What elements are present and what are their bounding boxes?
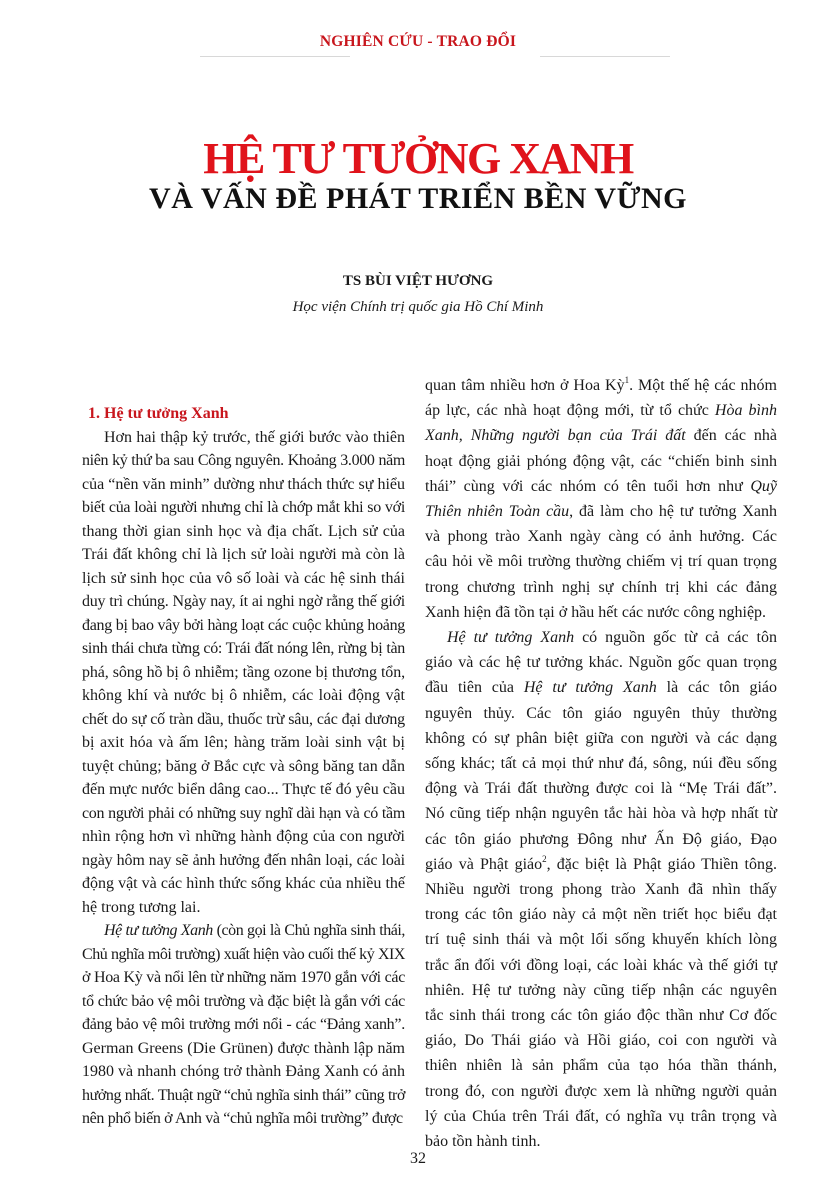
text-line [425,1104,777,1129]
text: Trái đất không chỉ là lịch sử loài người mà còn là [82,546,405,563]
italic-text: Thiên nhiên Toàn cầu [425,503,570,521]
text: giáo, Do Thái giáo và Hồi giáo, coi con người và [425,1032,777,1050]
text: đầu tiên của [425,679,524,697]
text-line [425,701,777,726]
text-line [82,496,405,520]
text: đến các nhà [685,427,777,445]
text-line [425,474,777,499]
text-line [82,1084,405,1108]
text-line [425,827,777,852]
text-line [425,650,777,675]
italic-text: Xanh, Những người bạn của Trái đất [425,427,686,445]
author-name: TS BÙI VIỆT HƯƠNG [342,273,494,289]
text-line [425,549,777,574]
text: và phong trào Xanh ngày càng có ảnh hưởng. Các [425,528,777,546]
text: không có sự phân biệt giữa con người và các dạng [425,729,777,747]
text-line [425,373,777,398]
text: trong chương trình nghị sự chính trị khi các đảng [425,578,777,596]
footnote-ref: 1 [624,375,630,385]
left-column-body [82,426,405,1131]
text-line [425,953,777,978]
section-heading: 1. Hệ tư tưởng Xanh [88,405,229,422]
text: Nó cũng tiếp nhận nguyên tắc hài hòa và hợp nhất từ [425,805,777,823]
text-line [425,625,777,650]
italic-text: Quỹ [750,477,777,495]
text: có nguồn gốc từ cả các tôn [574,629,777,647]
text-line [425,776,777,801]
text-line [82,426,405,450]
text-line [82,684,405,708]
article-title: HỆ TƯ TƯỞNG XANH [203,134,633,183]
text-line [425,801,777,826]
text-line [82,473,405,497]
italic-text: Hệ tư tưởng Xanh [447,629,575,647]
text: Nhiều người trong phong trào Xanh đã nhìn thấy [425,881,777,899]
text: bảo tồn hành tinh. [425,1133,541,1151]
italic-text: Hệ tư tưởng Xanh [523,679,657,697]
running-head: NGHIÊN CỨU - TRAO ĐỔI [319,33,517,50]
text: 1980 và nhanh chóng trở thành Đảng Xanh có ảnh [82,1063,405,1080]
article-subtitle: VÀ VẤN ĐỀ PHÁT TRIỂN BỀN VỮNG [149,182,687,215]
text-line [82,520,405,544]
right-column-body [425,373,777,1154]
text: trong các tôn giáo này cả một nền triết học biểu đạt [425,906,777,924]
text: Xanh hiện đã tồn tại ở hầu hết các nước công nghiệp. [425,603,767,621]
text-line [82,778,405,802]
text-line [82,567,405,591]
text: nhìn rộng hơn vì những hành động của con người [82,828,405,845]
text-line [425,1053,777,1078]
text: hưởng nhất. Thuật ngữ “chủ nghĩa sinh thái” cũng trở [82,1086,405,1104]
text: ở Hoa Kỳ và nổi lên từ những năm 1970 gắn với các [82,969,405,986]
text: biết của loài người nhưng chỉ là chớp mắt khi so với [82,499,405,516]
text-line [425,575,777,600]
text: (còn gọi là Chủ nghĩa sinh thái, [212,922,405,939]
text: lịch sử sinh học của vô số loài và các hệ sinh thái [82,569,405,587]
text-line [82,990,405,1014]
text-line [82,1107,405,1131]
left-column [82,402,405,1131]
text-line [82,708,405,732]
paragraph [82,919,405,1131]
text: nên phổ biến ở Anh và “chủ nghĩa môi trường” được [82,1110,403,1127]
text-line [82,755,405,779]
text: thái” cùng với các nhóm có tên tuổi hơn như [425,477,751,495]
page-number: 32 [410,1150,426,1167]
text-line [82,1037,405,1061]
text-line [82,543,405,567]
text: , đã làm cho hệ tư tưởng Xanh [569,503,777,521]
text-line [425,751,777,776]
text: câu hỏi về môi trường thường chiếm vị trí quan trọng [425,553,777,571]
text: duy trì chúng. Ngày nay, ít ai nghi ngờ rằng thế giới [82,593,405,610]
text: sinh thái chưa từng có: Trái đất nóng lên, rừng bị tàn [82,640,405,657]
text: tuyệt chủng; băng ở Bắc cực và sông băng tan dẫn [82,757,405,775]
text: nhiên. Hệ tư tưởng này cũng tiếp nhận các nguyên [425,981,777,999]
text: thiên nhiên là sản phẩm của tạo hóa thần thánh, [425,1057,777,1075]
text-line [425,1028,777,1053]
text-line [82,449,405,473]
text: là các tôn giáo [656,679,778,697]
text-line [425,449,777,474]
text: chết do sự cố tràn dầu, thuốc trừ sâu, các đại dương [82,710,405,728]
author-affiliation: Học viện Chính trị quốc gia Hồ Chí Minh [292,299,544,315]
text-line [82,896,405,920]
text-line [425,852,777,877]
text-line [425,675,777,700]
text-line [425,726,777,751]
text-line [82,966,405,990]
text-line [82,661,405,685]
paragraph [82,426,405,920]
text: Chủ nghĩa môi trường) xuất hiện vào cuối thế kỷ XIX [82,945,405,963]
text-line [425,877,777,902]
text-line [82,825,405,849]
right-column [425,373,777,1154]
text-line [425,600,777,625]
text: động và Trái đất thường được coi là “Mẹ Trái đất”. [425,780,777,798]
text-line [82,849,405,873]
text: đang bị bao vây bởi hàng loạt các cuộc khủng hoảng [82,616,405,634]
paragraph [425,373,777,625]
text: đến mực nước biển dâng cao... Thực tế đó yêu cầu [82,781,405,798]
text-line [425,524,777,549]
text-line [425,927,777,952]
text: trong đó, con người được xem là những người quản [425,1082,777,1100]
text: sống khác; tất cả mọi thứ như đá, sông, núi đều sống [425,755,777,773]
text: các tôn giáo phương Đông như Ấn Độ giáo, Đạo [425,830,777,848]
text: phá, sông hồ bị ô nhiễm; tầng ozone bị thương tổn, [82,663,405,681]
text: German Greens (Die Grünen) được thành lập năm [82,1039,405,1057]
text: không khí và nước bị ô nhiễm, các loài động vật [82,687,405,704]
text: Hơn hai thập kỷ trước, thế giới bước vào thiên [104,428,405,446]
text-line [82,1060,405,1084]
text: nguyên thủy. Các tôn giáo nguyên thủy thường [425,704,777,722]
footnote-ref: 2 [542,853,547,864]
text: đảng bảo vệ môi trường mới nổi - các “Đảng xanh”. [82,1016,405,1033]
text: hoạt động giải phóng động vật, các “chiến binh sinh [425,452,777,470]
text-line [425,978,777,1003]
text: niên kỷ thứ ba sau Công nguyên. Khoảng 3.000 năm [82,452,405,469]
text-line [82,1013,405,1037]
text: áp lực, các nhà hoạt động mới, từ tổ chức [425,402,715,420]
text: , đặc biệt là Phật giáo Thiền tông. [546,855,777,873]
paragraph [425,625,777,1154]
text-line [425,398,777,423]
text-line [82,590,405,614]
text-line [425,423,777,448]
text: giáo và Phật giáo [425,855,543,873]
italic-text: Hệ tư tưởng Xanh [104,922,213,939]
text-line [82,919,405,943]
text: tổ chức bảo vệ môi trường và đặc biệt là gắn với các [82,992,405,1010]
text-line [82,872,405,896]
text: thang thời gian sinh học và địa chất. Lịch sử của [82,522,405,540]
text: của “nền văn minh” dường như thách thức sự hiểu [82,475,405,493]
text: . Một thế hệ các nhóm [629,377,777,394]
text-line [82,614,405,638]
text: lý của Chúa trên Trái đất, có nghĩa vụ trân trọng và [425,1107,777,1125]
text-line [82,637,405,661]
text-line [82,731,405,755]
text: tắc sinh thái trong các tôn giáo độc thần như Cơ đốc [425,1007,777,1025]
text-line [82,943,405,967]
text-line [425,1003,777,1028]
text: giáo và các hệ tư tưởng khác. Nguồn gốc quan trọng [425,654,777,672]
text-line [425,902,777,927]
text-line [425,1079,777,1104]
text: bị axit hóa và ấm lên; hàng trăm loài sinh vật bị [82,734,405,751]
header-rule-right [540,56,670,57]
header-rule-left [200,56,350,57]
text: trí tuệ sinh thái và một lối sống khuyến khích lòng [425,931,777,949]
text: quan tâm nhiều hơn ở Hoa Kỳ [425,377,625,394]
text: con người phải có những suy nghĩ dài hạn và có tầm [82,804,405,822]
text: trắc ẩn đối với đồng loại, các loài khác và thế giới tự [425,956,777,974]
text-line [82,802,405,826]
text-line [425,499,777,524]
italic-text: Hòa bình [714,402,778,420]
text: động vật và các hình thức sống khác của nhiều thế [82,875,405,892]
text: ngày hôm nay sẽ ảnh hưởng đến nhân loại, các loài [82,851,405,869]
text: hệ trong tương lai. [82,898,201,916]
